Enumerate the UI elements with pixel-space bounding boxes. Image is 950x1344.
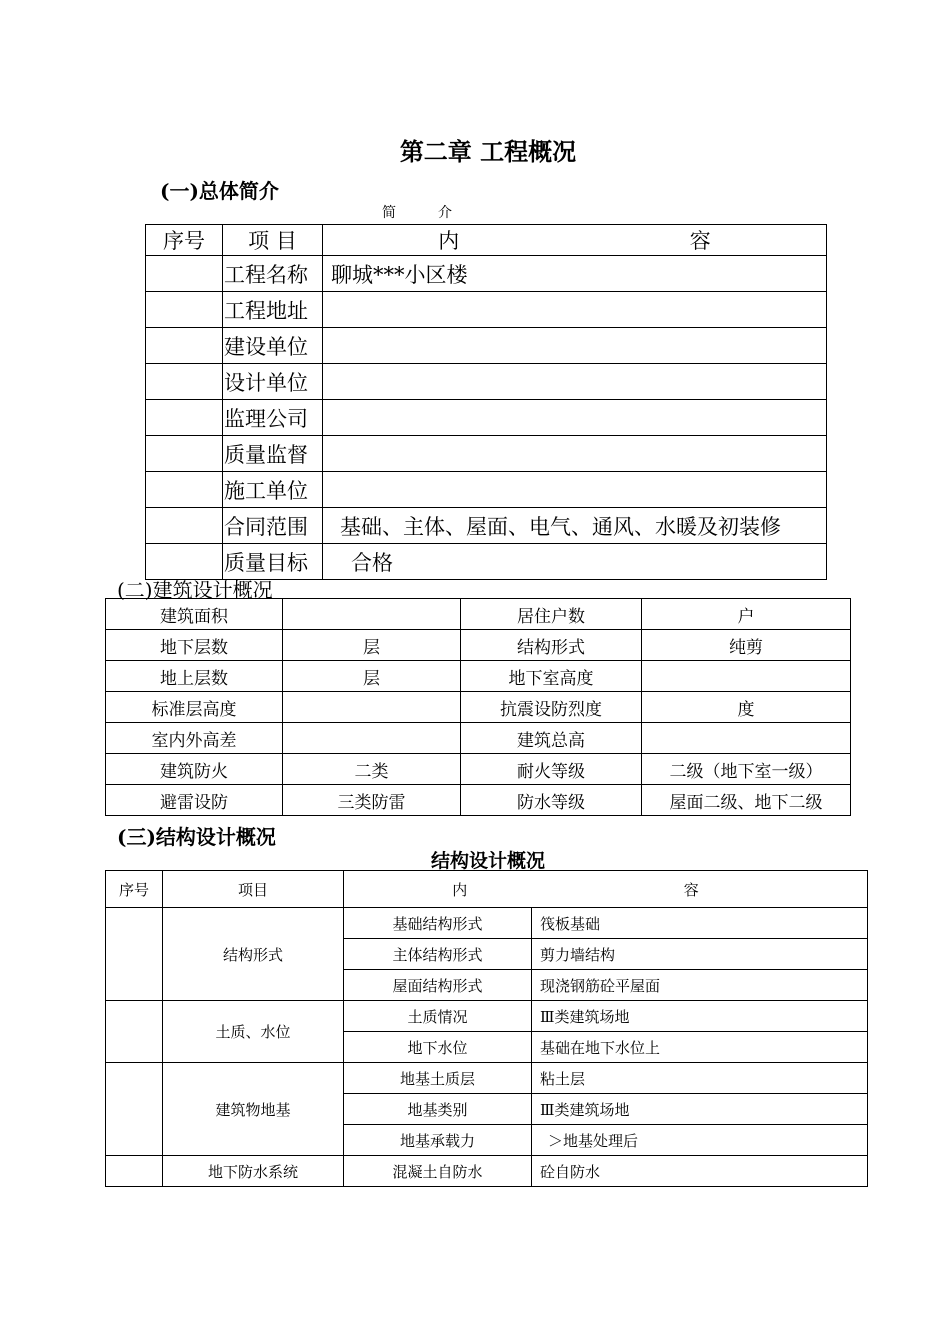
section3-heading: (三)结构设计概况 xyxy=(117,825,276,849)
row-value xyxy=(323,328,827,364)
sub-value: Ⅲ类建筑场地 xyxy=(532,1001,868,1032)
cell: 二类 xyxy=(283,754,461,785)
cell: 建筑总高 xyxy=(461,723,642,754)
cell xyxy=(642,723,851,754)
table-row xyxy=(146,256,827,292)
table-row xyxy=(146,508,827,544)
row-item: 设计单位 xyxy=(223,364,323,400)
table-row xyxy=(106,599,851,630)
row-value xyxy=(323,292,827,328)
sub-item: 主体结构形式 xyxy=(344,939,532,970)
cell: 建筑防火 xyxy=(106,754,283,785)
cell: 避雷设防 xyxy=(106,785,283,816)
cell: 建筑面积 xyxy=(106,599,283,630)
table-header xyxy=(106,871,868,908)
sub-item: 混凝土自防水 xyxy=(344,1156,532,1187)
cell xyxy=(642,661,851,692)
section1-caption: 简 介 xyxy=(382,205,452,221)
table-row xyxy=(106,754,851,785)
header-item: 项 目 xyxy=(223,225,323,256)
cell: 室内外高差 xyxy=(106,723,283,754)
row-value: 聊城***小区楼 xyxy=(323,256,827,292)
header-content xyxy=(344,871,868,908)
table-row xyxy=(106,723,851,754)
cell: 结构形式 xyxy=(461,630,642,661)
cell: 防水等级 xyxy=(461,785,642,816)
row-value: 基础、主体、屋面、电气、通风、水暖及初装修 xyxy=(323,508,827,544)
sub-item: 屋面结构形式 xyxy=(344,970,532,1001)
header-no: 序号 xyxy=(106,871,163,908)
table-row xyxy=(106,661,851,692)
row-value xyxy=(323,436,827,472)
header-item: 项目 xyxy=(163,871,344,908)
group-item: 结构形式 xyxy=(163,908,344,1001)
group-item: 地下防水系统 xyxy=(163,1156,344,1187)
sub-item: 地基土质层 xyxy=(344,1063,532,1094)
cell: 居住户数 xyxy=(461,599,642,630)
row-item: 监理公司 xyxy=(223,400,323,436)
row-item: 施工单位 xyxy=(223,472,323,508)
sub-item: 地基承载力 xyxy=(344,1125,532,1156)
cell: 抗震设防烈度 xyxy=(461,692,642,723)
sub-value: 剪力墙结构 xyxy=(532,939,868,970)
cell: 标准层高度 xyxy=(106,692,283,723)
row-value xyxy=(323,472,827,508)
section3-caption: 结构设计概况 xyxy=(430,850,545,872)
sub-item: 地基类别 xyxy=(344,1094,532,1125)
sub-value: 筏板基础 xyxy=(532,908,868,939)
sub-item: 土质情况 xyxy=(344,1001,532,1032)
table-row xyxy=(106,908,868,939)
table-row xyxy=(146,400,827,436)
sub-item: 基础结构形式 xyxy=(344,908,532,939)
table-row xyxy=(106,630,851,661)
group-item: 建筑物地基 xyxy=(163,1063,344,1156)
cell: 纯剪 xyxy=(642,630,851,661)
row-value: 合格 xyxy=(323,544,827,580)
row-item: 工程名称 xyxy=(223,256,323,292)
sub-value: 砼自防水 xyxy=(532,1156,868,1187)
table-header xyxy=(146,225,827,256)
table-row xyxy=(106,1156,868,1187)
cell xyxy=(283,723,461,754)
cell: 耐火等级 xyxy=(461,754,642,785)
row-item: 质量监督 xyxy=(223,436,323,472)
cell xyxy=(283,599,461,630)
chapter-title: 第二章 工程概况 xyxy=(399,137,577,166)
section2-heading: (二)建筑设计概况 xyxy=(117,578,273,602)
row-item: 合同范围 xyxy=(223,508,323,544)
cell: 三类防雷 xyxy=(283,785,461,816)
cell: 二级（地下室一级） xyxy=(642,754,851,785)
cell: 层 xyxy=(283,661,461,692)
row-item: 工程地址 xyxy=(223,292,323,328)
section1-heading: (一)总体简介 xyxy=(160,179,279,203)
group-item: 土质、水位 xyxy=(163,1001,344,1063)
cell: 地下层数 xyxy=(106,630,283,661)
header-content-a: 内 xyxy=(452,880,468,899)
row-item: 建设单位 xyxy=(223,328,323,364)
building-design-table xyxy=(105,598,851,816)
cell: 地下室高度 xyxy=(461,661,642,692)
header-content-b: 容 xyxy=(683,880,699,899)
header-content-a: 内 xyxy=(438,229,460,253)
cell xyxy=(283,692,461,723)
cell: 户 xyxy=(642,599,851,630)
header-content xyxy=(323,225,827,256)
row-value xyxy=(323,400,827,436)
header-no: 序号 xyxy=(146,225,223,256)
row-value xyxy=(323,364,827,400)
cell: 屋面二级、地下二级 xyxy=(642,785,851,816)
cell: 地上层数 xyxy=(106,661,283,692)
cell: 度 xyxy=(642,692,851,723)
structure-design-table xyxy=(105,870,868,1187)
table-row xyxy=(146,436,827,472)
table-row xyxy=(106,692,851,723)
table-row xyxy=(146,364,827,400)
sub-value: ＞地基处理后 xyxy=(532,1125,868,1156)
overview-table xyxy=(145,224,827,580)
sub-value: Ⅲ类建筑场地 xyxy=(532,1094,868,1125)
sub-value: 基础在地下水位上 xyxy=(532,1032,868,1063)
sub-item: 地下水位 xyxy=(344,1032,532,1063)
table-row xyxy=(106,1001,868,1032)
row-item: 质量目标 xyxy=(223,544,323,580)
header-content-b: 容 xyxy=(689,229,711,253)
sub-value: 粘土层 xyxy=(532,1063,868,1094)
table-row xyxy=(106,785,851,816)
table-row xyxy=(146,472,827,508)
table-row xyxy=(146,292,827,328)
table-row xyxy=(106,1063,868,1094)
table-row xyxy=(146,328,827,364)
cell: 层 xyxy=(283,630,461,661)
sub-value: 现浇钢筋砼平屋面 xyxy=(532,970,868,1001)
